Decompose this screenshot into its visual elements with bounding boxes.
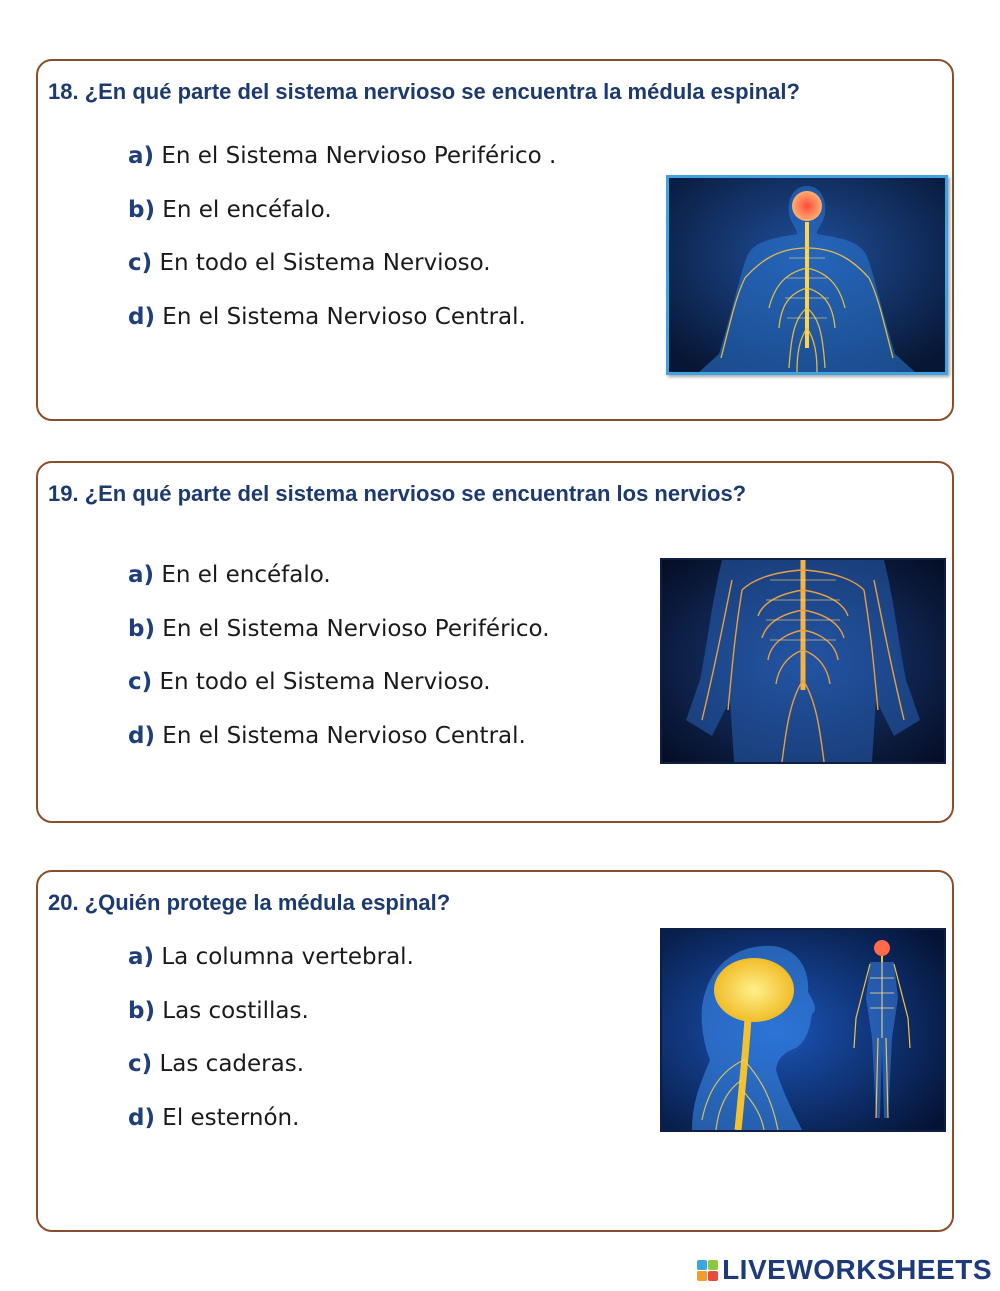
question-title: 19. ¿En qué parte del sistema nervioso se encuentran los nervios?	[48, 481, 747, 506]
option-letter: a)	[128, 562, 155, 588]
option-letter: a)	[128, 143, 155, 169]
brand-name: LIVEWORKSHEETS	[722, 1254, 992, 1285]
nervous-system-illustration	[666, 175, 948, 375]
option-letter: b)	[128, 997, 155, 1024]
option-text: La columna vertebral.	[161, 944, 414, 970]
options-list	[128, 560, 550, 775]
option-text: El esternón.	[162, 1105, 300, 1132]
option-letter: a)	[128, 944, 155, 970]
peripheral-nerves-illustration	[660, 558, 946, 764]
question-20-card	[36, 870, 954, 1232]
option-c[interactable]	[128, 248, 556, 302]
option-letter: c)	[128, 1051, 153, 1078]
question-title: 18. ¿En qué parte del sistema nervioso se encuentra la médula espinal?	[48, 79, 800, 104]
liveworksheets-logo	[697, 1254, 992, 1286]
option-letter: b)	[128, 615, 155, 642]
option-letter: d)	[128, 1105, 155, 1132]
option-b[interactable]	[128, 195, 556, 249]
option-text: En el Sistema Nervioso Periférico .	[161, 143, 557, 169]
brain-spinal-cord-illustration	[660, 928, 946, 1132]
option-c[interactable]	[128, 1049, 414, 1103]
option-a[interactable]	[128, 141, 556, 195]
option-text: Las caderas.	[159, 1051, 305, 1078]
option-d[interactable]	[128, 721, 550, 775]
option-text: En el Sistema Nervioso Central.	[162, 304, 526, 331]
option-text: En el encéfalo.	[162, 196, 332, 223]
question-19-card	[36, 461, 954, 823]
option-text: En el Sistema Nervioso Central.	[162, 723, 526, 750]
option-text: En el Sistema Nervioso Periférico.	[162, 615, 550, 642]
option-b[interactable]	[128, 614, 550, 668]
option-d[interactable]	[128, 1103, 414, 1157]
options-list	[128, 141, 556, 356]
option-text: Las costillas.	[162, 997, 309, 1024]
option-letter: b)	[128, 196, 155, 223]
option-a[interactable]	[128, 942, 414, 996]
option-text: En todo el Sistema Nervioso.	[159, 250, 491, 277]
question-title: 20. ¿Quién protege la médula espinal?	[48, 890, 451, 915]
option-letter: c)	[128, 669, 153, 696]
question-18-card	[36, 59, 954, 421]
option-b[interactable]	[128, 996, 414, 1050]
options-list	[128, 942, 414, 1157]
option-letter: d)	[128, 723, 155, 750]
option-d[interactable]	[128, 302, 556, 356]
option-text: En todo el Sistema Nervioso.	[159, 669, 491, 696]
option-letter: d)	[128, 304, 155, 331]
option-letter: c)	[128, 250, 153, 277]
option-a[interactable]	[128, 560, 550, 614]
option-c[interactable]	[128, 667, 550, 721]
option-text: En el encéfalo.	[161, 562, 331, 588]
logo-icon	[697, 1260, 718, 1281]
